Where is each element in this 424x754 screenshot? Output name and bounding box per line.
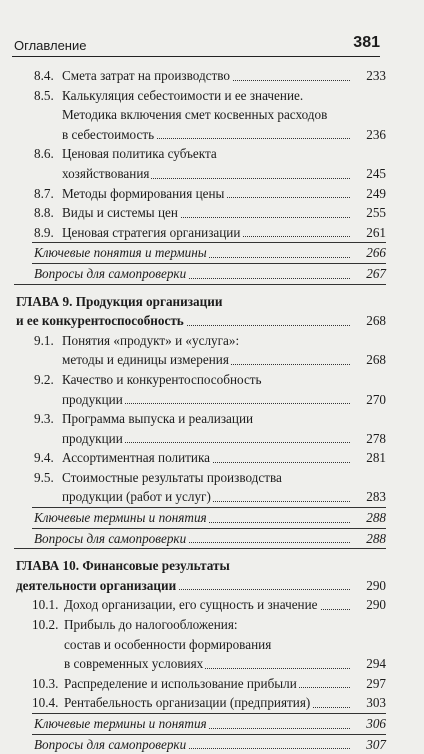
separator-line	[14, 548, 386, 549]
toc-entry-number: 9.2.	[34, 371, 54, 387]
toc-entry-page: 288	[363, 508, 386, 528]
toc-entry-9-1	[14, 331, 386, 370]
toc-entry-title-line: методы и единицы измерения	[62, 352, 229, 368]
toc-entry-page: 288	[363, 529, 386, 549]
toc-entry-number: 10.2.	[32, 617, 59, 633]
toc-entry-number: 9.4.	[34, 450, 54, 466]
toc-entry-9-2	[14, 370, 386, 409]
separator-line	[14, 284, 386, 285]
toc-chapter-10	[14, 556, 386, 595]
toc-entry-number: 9.5.	[34, 469, 54, 485]
toc-entry-ch8-terms	[14, 243, 386, 263]
toc-entry-page: 261	[363, 223, 386, 243]
toc-entry-ch10-terms	[14, 714, 386, 734]
toc-entry-number: 9.3.	[34, 411, 54, 427]
toc-entry-page: 294	[363, 654, 386, 674]
toc-entry-number: 8.7.	[34, 185, 54, 201]
toc-entry-title: Ключевые понятия и термины	[34, 245, 207, 261]
toc-entry-page: 307	[363, 735, 386, 754]
toc-entry-page: 255	[363, 203, 386, 223]
toc-entry-page: 306	[363, 714, 386, 734]
toc-entry-page: 281	[363, 448, 386, 468]
toc-entry-title-line: Ценовая политика субъекта	[62, 146, 217, 162]
toc-entry-title: Ценовая стратегия организации	[62, 224, 241, 240]
toc-entry-title: Рентабельность организации (предприятия)	[64, 695, 311, 711]
header-title: Оглавление	[14, 38, 87, 53]
toc-entry-10-3	[14, 674, 386, 694]
toc-entry-number: 9.1.	[34, 332, 54, 348]
toc-entry-page: 268	[363, 311, 386, 331]
table-of-contents	[14, 66, 386, 754]
chapter-label: ГЛАВА 10.	[16, 558, 80, 574]
toc-entry-page: 290	[363, 595, 386, 615]
toc-entry-number: 8.8.	[34, 205, 54, 221]
toc-entry-page: 245	[363, 164, 386, 184]
toc-entry-8-8	[14, 203, 386, 223]
toc-entry-page: 303	[363, 693, 386, 713]
header-page-number: 381	[353, 34, 380, 51]
toc-entry-number: 8.9.	[34, 224, 54, 240]
toc-entry-page: 283	[363, 487, 386, 507]
toc-entry-8-7	[14, 184, 386, 204]
toc-entry-title-line: Стоимостные результаты производства	[62, 469, 282, 485]
chapter-title-line: Финансовые результаты	[82, 558, 230, 574]
toc-entry-number: 10.4.	[32, 695, 59, 711]
toc-entry-8-5	[14, 86, 386, 145]
toc-entry-number: 10.3.	[32, 675, 59, 691]
toc-entry-title: Виды и системы цен	[62, 205, 178, 221]
toc-entry-number: 10.1.	[32, 597, 59, 613]
toc-entry-8-6	[14, 144, 386, 183]
toc-entry-10-4	[14, 693, 386, 713]
chapter-title-line: деятельности организации	[16, 577, 177, 593]
toc-entry-title-line: в современных условиях	[64, 656, 204, 672]
toc-entry-title-line: Качество и конкурентоспособность	[62, 371, 262, 387]
toc-entry-title: Вопросы для самопроверки	[34, 530, 187, 546]
toc-entry-ch9-questions	[14, 529, 386, 549]
toc-entry-title: Ассортиментная политика	[62, 450, 211, 466]
toc-entry-10-2	[14, 615, 386, 674]
toc-entry-title-line: Понятия «продукт» и «услуга»:	[62, 332, 240, 348]
toc-entry-title-line: Калькуляция себестоимости и ее значение.	[62, 87, 304, 103]
toc-entry-page: 270	[363, 390, 386, 410]
toc-entry-title: Ключевые термины и понятия	[34, 716, 207, 731]
toc-entry-page: 297	[363, 674, 386, 694]
toc-entry-title-line: продукции (работ и услуг)	[62, 489, 211, 505]
toc-entry-title: Смета затрат на производство	[62, 68, 231, 83]
toc-entry-page: 233	[363, 66, 386, 86]
toc-entry-page: 290	[363, 576, 386, 596]
chapter-title-line: и ее конкурентоспособность	[16, 313, 184, 329]
toc-entry-title-line: хозяйствования	[62, 165, 150, 181]
running-header	[12, 32, 380, 57]
toc-entry-ch10-questions	[14, 735, 386, 754]
toc-entry-title-line: в себестоимость	[62, 126, 155, 142]
toc-entry-ch9-terms	[14, 508, 386, 528]
toc-entry-title-line: Прибыль до налогообложения:	[64, 617, 238, 633]
toc-entry-title-line: состав и особенности формирования	[64, 636, 272, 652]
toc-entry-9-5	[14, 468, 386, 507]
toc-entry-page: 249	[363, 184, 386, 204]
toc-entry-title-line: Методика включения смет косвенных расходов	[62, 107, 328, 123]
toc-entry-number: 8.4.	[34, 68, 54, 83]
chapter-title-line: Продукция организации	[75, 293, 223, 309]
toc-entry-title: Распределение и использование прибыли	[64, 675, 297, 691]
toc-entry-page: 236	[363, 125, 386, 145]
toc-entry-10-1	[14, 595, 386, 615]
toc-entry-page: 267	[363, 264, 386, 284]
toc-entry-ch8-questions	[14, 264, 386, 284]
toc-entry-number: 8.5.	[34, 87, 54, 103]
toc-entry-number: 8.6.	[34, 146, 54, 162]
toc-entry-title-line: продукции	[62, 391, 123, 407]
toc-entry-title-line: продукции	[62, 430, 123, 446]
toc-entry-title: Методы формирования цены	[62, 185, 225, 201]
toc-entry-8-9	[14, 223, 386, 243]
toc-entry-page: 268	[363, 350, 386, 370]
toc-entry-8-4	[14, 66, 386, 86]
toc-entry-9-4	[14, 448, 386, 468]
toc-entry-page: 266	[363, 243, 386, 263]
toc-chapter-9	[14, 292, 386, 331]
toc-entry-9-3	[14, 409, 386, 448]
toc-entry-page: 278	[363, 429, 386, 449]
toc-entry-title: Вопросы для самопроверки	[34, 265, 187, 281]
toc-entry-title: Доход организации, его сущность и значение	[64, 597, 318, 613]
toc-entry-title: Ключевые термины и понятия	[34, 510, 207, 526]
toc-entry-title: Вопросы для самопроверки	[34, 736, 187, 752]
toc-entry-title-line: Программа выпуска и реализации	[62, 411, 254, 427]
chapter-label: ГЛАВА 9.	[16, 293, 73, 309]
